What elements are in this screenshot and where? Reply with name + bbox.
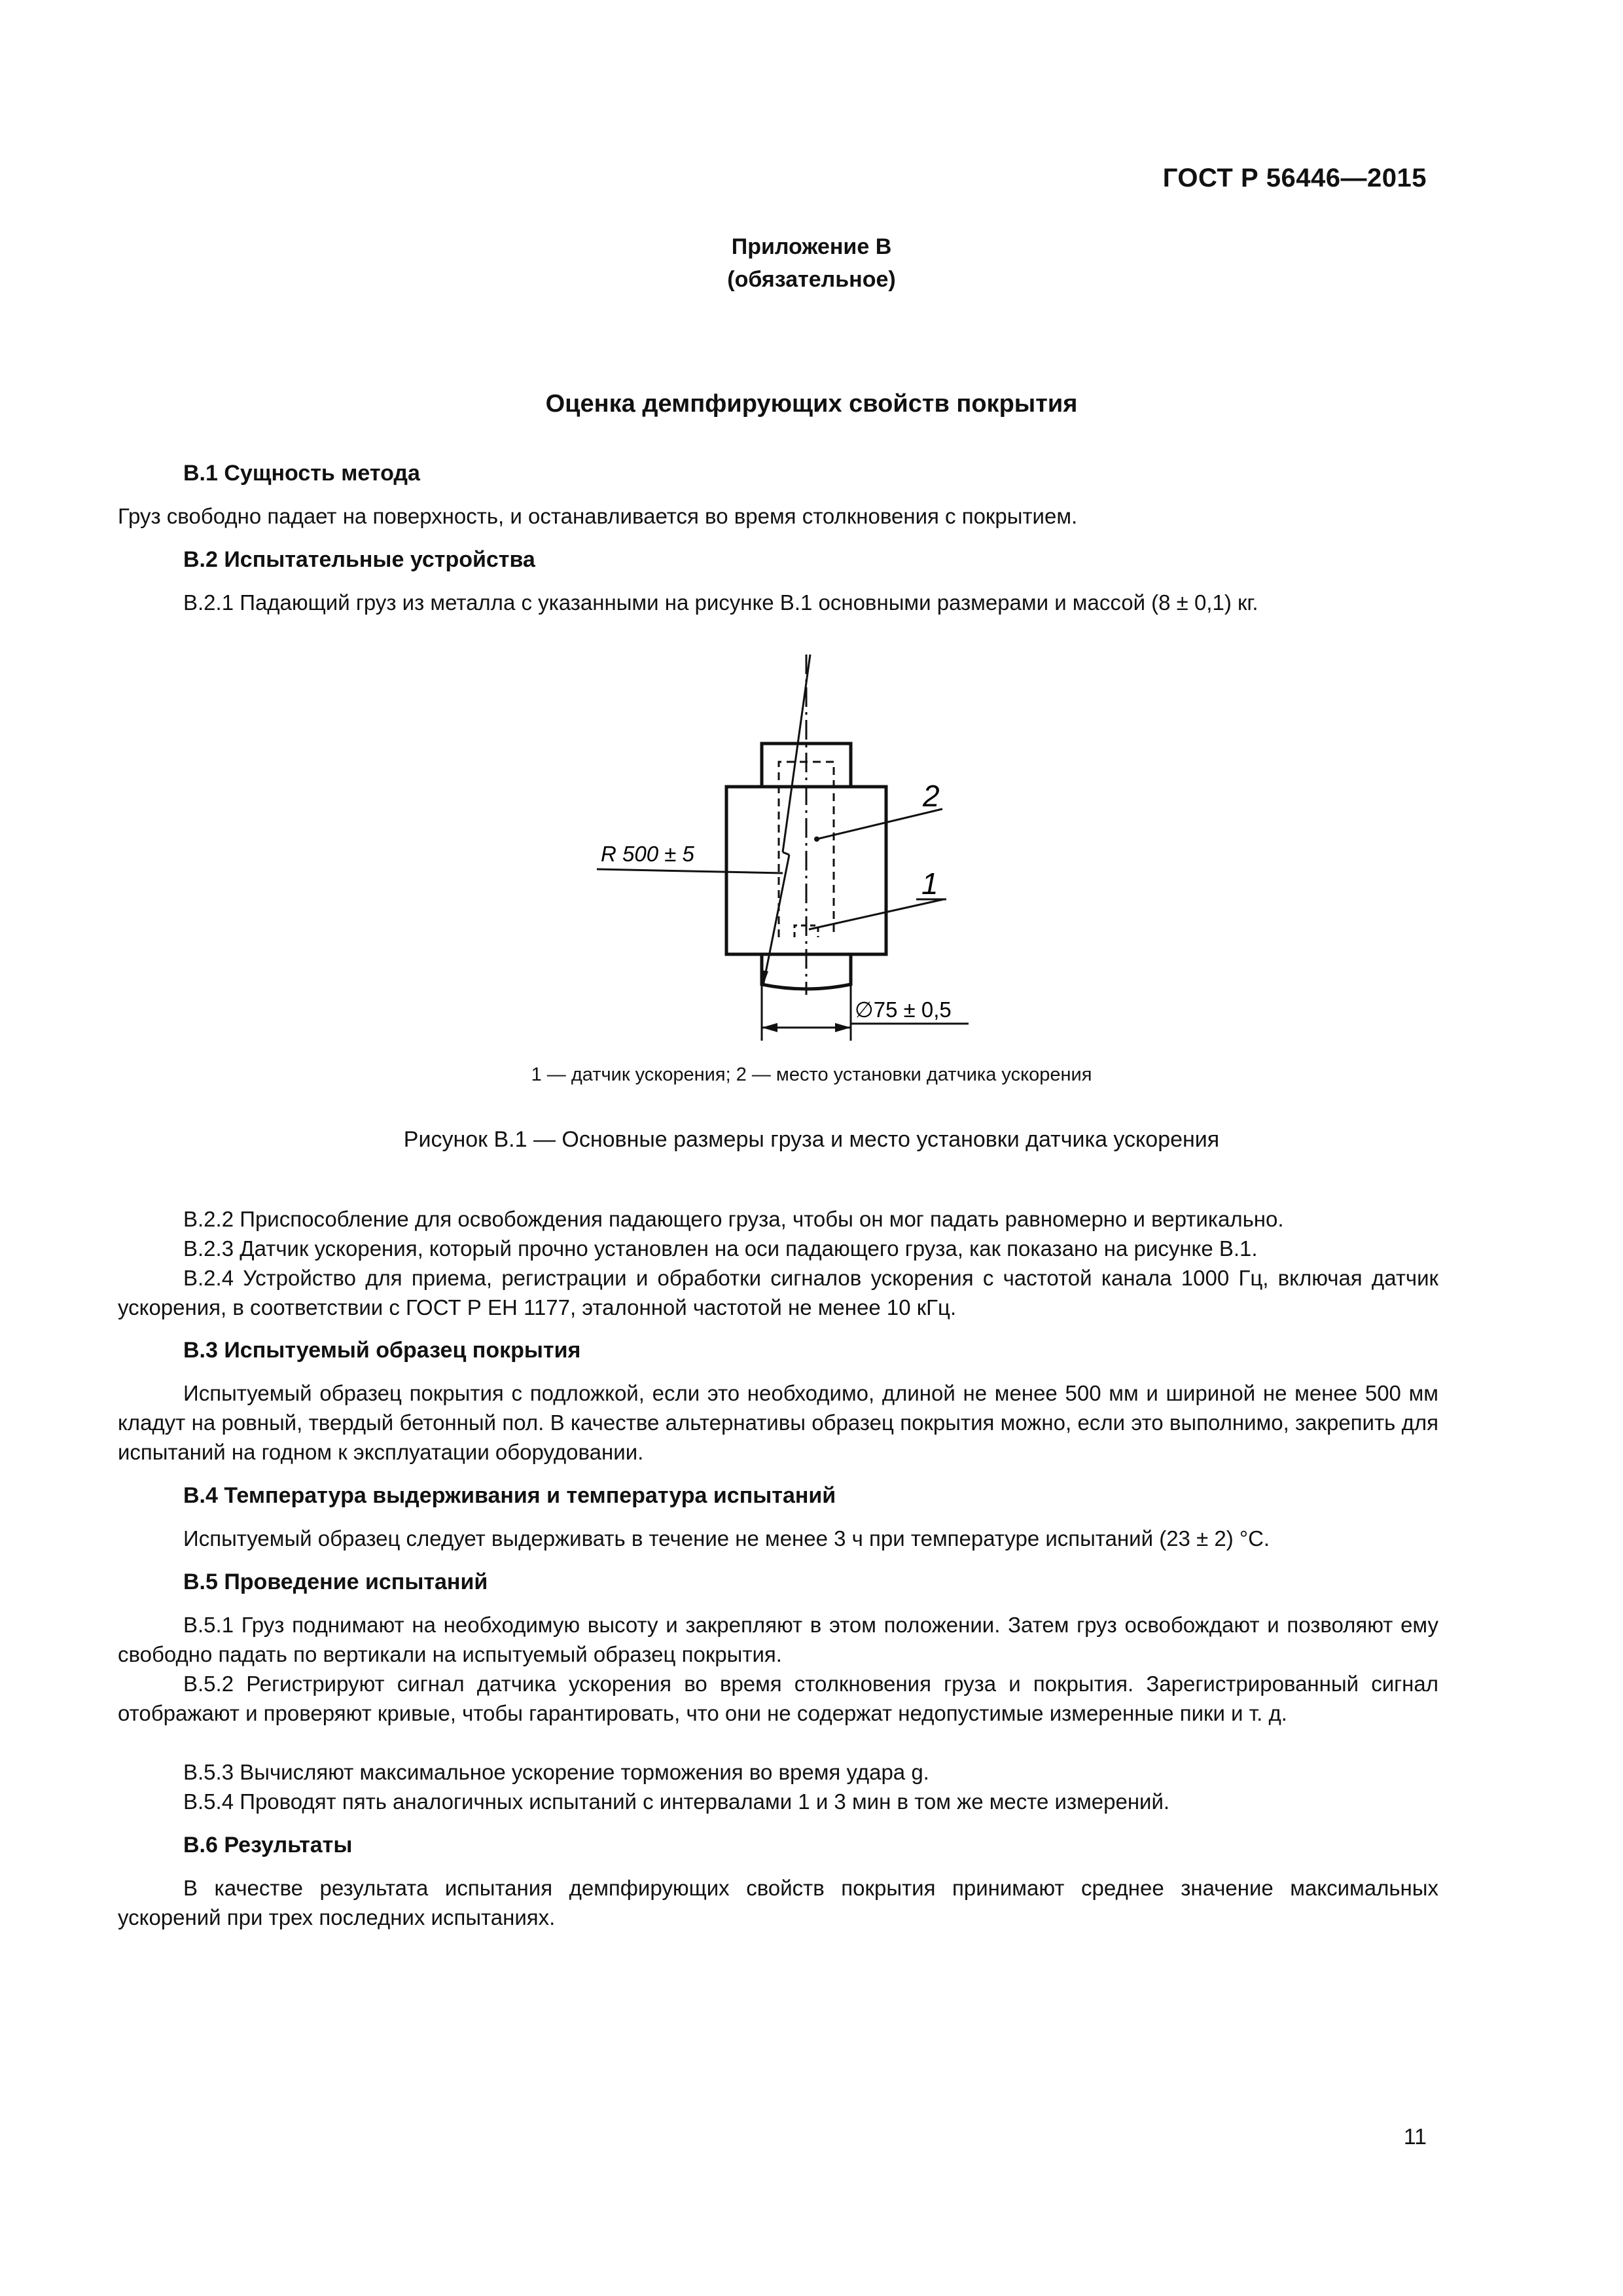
paragraph-b2-2: В.2.2 Приспособление для освобождения падающего груза, чтобы он мог падать равномерно и вертикально. [183, 1207, 1284, 1231]
section-b2-heading: В.2 Испытательные устройства [183, 547, 535, 572]
section-b6-text: В качестве результата испытания демпфирующих свойств покрытия принимают среднее значение максимальных ускорений при трех последних испытаниях. [118, 1876, 1438, 1929]
section-b5-heading: В.5 Проведение испытаний [183, 1570, 488, 1594]
radius-label-leader [597, 869, 783, 873]
callout-2-leader [817, 809, 942, 839]
figure-legend: 1 — датчик ускорения; 2 — место установки датчика ускорения [531, 1064, 1092, 1085]
page-number: 11 [1403, 2125, 1427, 2149]
document-title: Оценка демпфирующих свойств покрытия [545, 390, 1078, 418]
standard-number: ГОСТ Р 56446—2015 [1162, 164, 1427, 192]
paragraph-b5-4: В.5.4 Проводят пять аналогичных испытаний с интервалами 1 и 3 мин в том же месте измерений. [183, 1789, 1170, 1814]
figure-weight-drawing [576, 641, 982, 1047]
callout-2-dot [814, 836, 819, 842]
dim-arrow-left [762, 1023, 777, 1032]
paragraph-b2-1: В.2.1 Падающий груз из металла с указанными на рисунке В.1 основными размерами и массой (8 ± 0,1) кг. [183, 590, 1258, 615]
section-b1-heading: В.1 Сущность метода [183, 461, 420, 486]
callout-2: 2 [923, 779, 940, 813]
appendix-status: (обязательное) [727, 267, 896, 292]
callout-1-leader [809, 899, 944, 929]
section-b6-heading: В.6 Результаты [183, 1833, 353, 1857]
paragraph-b2-4: В.2.4 Устройство для приема, регистрации и обработки сигналов ускорения с частотой канала 1000 Гц, включая датчик ускорения, в соответствии с ГОСТ Р ЕН 1177, эталонной частотой не менее 10 кГц. [118, 1266, 1438, 1319]
section-b4-text: Испытуемый образец следует выдерживать в течение не менее 3 ч при температуре испытаний (23 ± 2) °С. [183, 1526, 1270, 1551]
section-b3-text: Испытуемый образец покрытия с подложкой, если это необходимо, длиной не менее 500 мм и шириной не менее 500 мм кладут на ровный, твердый бетонный пол. В качестве альтернативы образец покрытия можно, если это выполнимо, закрепить для испытаний на годном к эксплуатации оборудовании. [118, 1381, 1438, 1464]
paragraph-b5-1: В.5.1 Груз поднимают на необходимую высоту и закрепляют в этом положении. Затем груз освобождают и позволяют ему свободно падать по вертикали на испытуемый образец покрытия. [118, 1613, 1438, 1666]
dim-arrow-right [835, 1023, 851, 1032]
section-b1-text: Груз свободно падает на поверхность, и останавливается во время столкновения с покрытием. [118, 504, 1078, 528]
radius-label: R 500 ± 5 [601, 842, 694, 866]
radius-leader-jog [783, 852, 789, 855]
appendix-title: Приложение В [731, 234, 892, 259]
section-b3-heading: В.3 Испытуемый образец покрытия [183, 1338, 581, 1363]
paragraph-b2-3: В.2.3 Датчик ускорения, который прочно установлен на оси падающего груза, как показано на рисунке В.1. [183, 1236, 1258, 1261]
diameter-label: ∅75 ± 0,5 [855, 997, 952, 1022]
section-b4-heading: В.4 Температура выдерживания и температура испытаний [183, 1483, 836, 1508]
radius-leader-lower [763, 855, 789, 986]
figure-caption: Рисунок В.1 — Основные размеры груза и место установки датчика ускорения [403, 1127, 1220, 1152]
paragraph-b5-3: В.5.3 Вычисляют максимальное ускорение торможения во время удара g. [183, 1760, 929, 1784]
paragraph-b5-2: В.5.2 Регистрируют сигнал датчика ускорения во время столкновения груза и покрытия. Зарегистрированный сигнал отображают и проверяют кривые, чтобы гарантировать, что они не содержат недопустимые измеренные пики и т. д. [118, 1672, 1438, 1725]
callout-1: 1 [921, 867, 938, 901]
